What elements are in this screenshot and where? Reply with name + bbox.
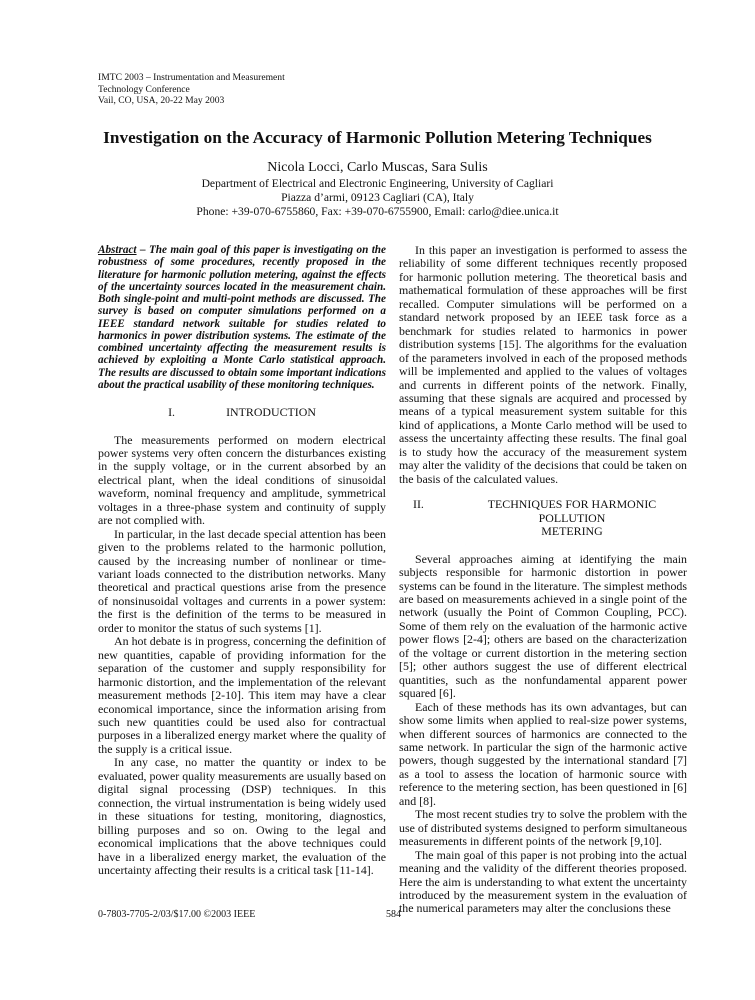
section-heading-introduction xyxy=(98,406,386,420)
conference-line: Vail, CO, USA, 20-22 May 2003 xyxy=(98,95,225,106)
section-number: II. xyxy=(413,497,424,512)
section-number: I. xyxy=(168,405,176,419)
section-title: INTRODUCTION xyxy=(226,405,316,419)
affiliation xyxy=(0,177,755,220)
paragraph: The most recent studies try to solve the problem with the use of distributed systems designed to perform simultaneous measurements in different points of the network [9,10]. xyxy=(399,807,687,849)
conference-line: IMTC 2003 – Instrumentation and Measurement xyxy=(98,72,285,83)
paragraph: In any case, no matter the quantity or index to be evaluated, power quality measurements are usually based on digital signal processing (DSP) techniques. In this connection, the virtual instrumentation is being widely used in these situations for testing, monitoring, diagnostics, billing purposes and so on. Owing to the legal and economical implications that the above techniques could have in a liberalized energy market, the evaluation of the uncertainty affecting their results is a critical task [11-14]. xyxy=(98,755,386,877)
section-title-line: TECHNIQUES FOR HARMONIC POLLUTION xyxy=(487,497,657,525)
conference-info xyxy=(98,72,285,107)
section-title xyxy=(457,498,687,539)
paragraph: The main goal of this paper is not probing into the actual meaning and the validity of the different theories proposed. Here the aim is understanding to what extent the uncertainty introduced by the measurement system in the evaluation of the numerical parameters may alter the conclusions these xyxy=(399,847,687,916)
abstract-text: – The main goal of this paper is investigating on the robustness of some procedures, recently proposed in the literature for harmonic pollution metering, against the effects of the uncertainty sources located in the measurement chain. Both single-point and multi-point methods are discussed. The survey is based on computer simulations performed on a IEEE standard network suitable for studies related to harmonics in power distribution systems. The estimate of the combined uncertainty affecting the measurement results is achieved by exploiting a Monte Carlo statistical approach. The results are discussed to obtain some important indications about the practical usability of these monitoring techniques. xyxy=(98,244,386,391)
section-heading-techniques xyxy=(399,498,687,539)
left-column xyxy=(98,244,386,877)
conference-line: Technology Conference xyxy=(98,83,190,95)
paragraph: In particular, in the last decade special attention has been given to the problems related to the harmonic pollution, caused by the increasing number of nonlinear or time-variant loads connected to the distribution networks. Many theoretical and practical questions arise from the presence of nonsinusoidal voltages and currents in a power system: the first is the definition of the terms to be measured in order to monitor the status of such systems [1]. xyxy=(98,526,386,635)
paragraph: In this paper an investigation is performed to assess the reliability of some different techniques recently proposed for harmonic pollution metering. The theoretical basis and mathematical formulation of these approaches will be first recalled. Computer simulations will be performed on a standard network proposed by an IEEE task force as a benchmark for studies related to harmonics in power distribution systems [15]. The algorithms for the evaluation of the parameters involved in each of the proposed methods will be implemented and applied to the values of voltages and currents in different points of the network. Finally, assuming that these signals are acquired and processed by means of a typical measurement system suitable for this kind of applications, a Monte Carlo method will be used to assess the uncertainty affecting these results. The final goal is to study how the accuracy of the measurement system may alter the validity of the decisions that could be taken on the basis of the calculated values. xyxy=(399,243,687,486)
department: Department of Electrical and Electronic Engineering, University of Cagliari xyxy=(201,177,554,190)
paper-title: Investigation on the Accuracy of Harmonic Pollution Metering Techniques xyxy=(103,128,652,147)
page-number: 584 xyxy=(386,909,401,920)
paragraph: Each of these methods has its own advantages, but can show some limits when applied to real-size power systems, when different sources of harmonics are connected to the same network. In particular the sign of the harmonic active powers, though suggested by the international standard [7] as a tool to assess the location of harmonic source with reference to the metering section, has been questioned in [6] and [8]. xyxy=(399,699,687,808)
copyright-notice: 0-7803-7705-2/03/$17.00 ©2003 IEEE xyxy=(98,909,256,920)
abstract-label: Abstract xyxy=(98,244,137,256)
contact-info: Phone: +39-070-6755860, Fax: +39-070-6755900, Email: carlo@diee.unica.it xyxy=(196,205,559,219)
section-title-line: METERING xyxy=(541,524,603,539)
right-column xyxy=(399,244,687,916)
paragraph: Several approaches aiming at identifying the main subjects responsible for harmonic distortion in power systems can be found in the literature. The simplest methods are based on measurements achieved in a single point of the network (usually the Point of Common Coupling, PCC). Some of them rely on the evaluation of the harmonic active power flows [2-4]; others are based on the characterization of the voltage or current distortion in the metering section [5]; other authors suggest the use of different electrical quantities, such as the nonfundamental apparent power squared [6]. xyxy=(399,551,687,701)
address: Piazza d’armi, 09123 Cagliari (CA), Italy xyxy=(281,191,474,205)
authors: Nicola Locci, Carlo Muscas, Sara Sulis xyxy=(267,160,488,175)
paragraph: The measurements performed on modern electrical power systems very often concern the disturbances existing in the supply voltage, or in the current absorbed by an electrical plant, when the ideal conditions of sinusoidal waveform, nominal frequency and amplitude, symmetrical voltages in a three-phase system and continuity of supply are not complied with. xyxy=(98,432,386,528)
paragraph: An hot debate is in progress, concerning the definition of new quantities, capable of providing information for the separation of the customer and supply responsibility for harmonic distortion, and the implementation of the relevant measurement methods [2-10]. This item may have a clear economical importance, since the information arising from such new quantities could be used also for contractual purposes in a liberalized energy market where the quality of the supply is a critical issue. xyxy=(98,634,386,756)
abstract xyxy=(98,244,386,391)
